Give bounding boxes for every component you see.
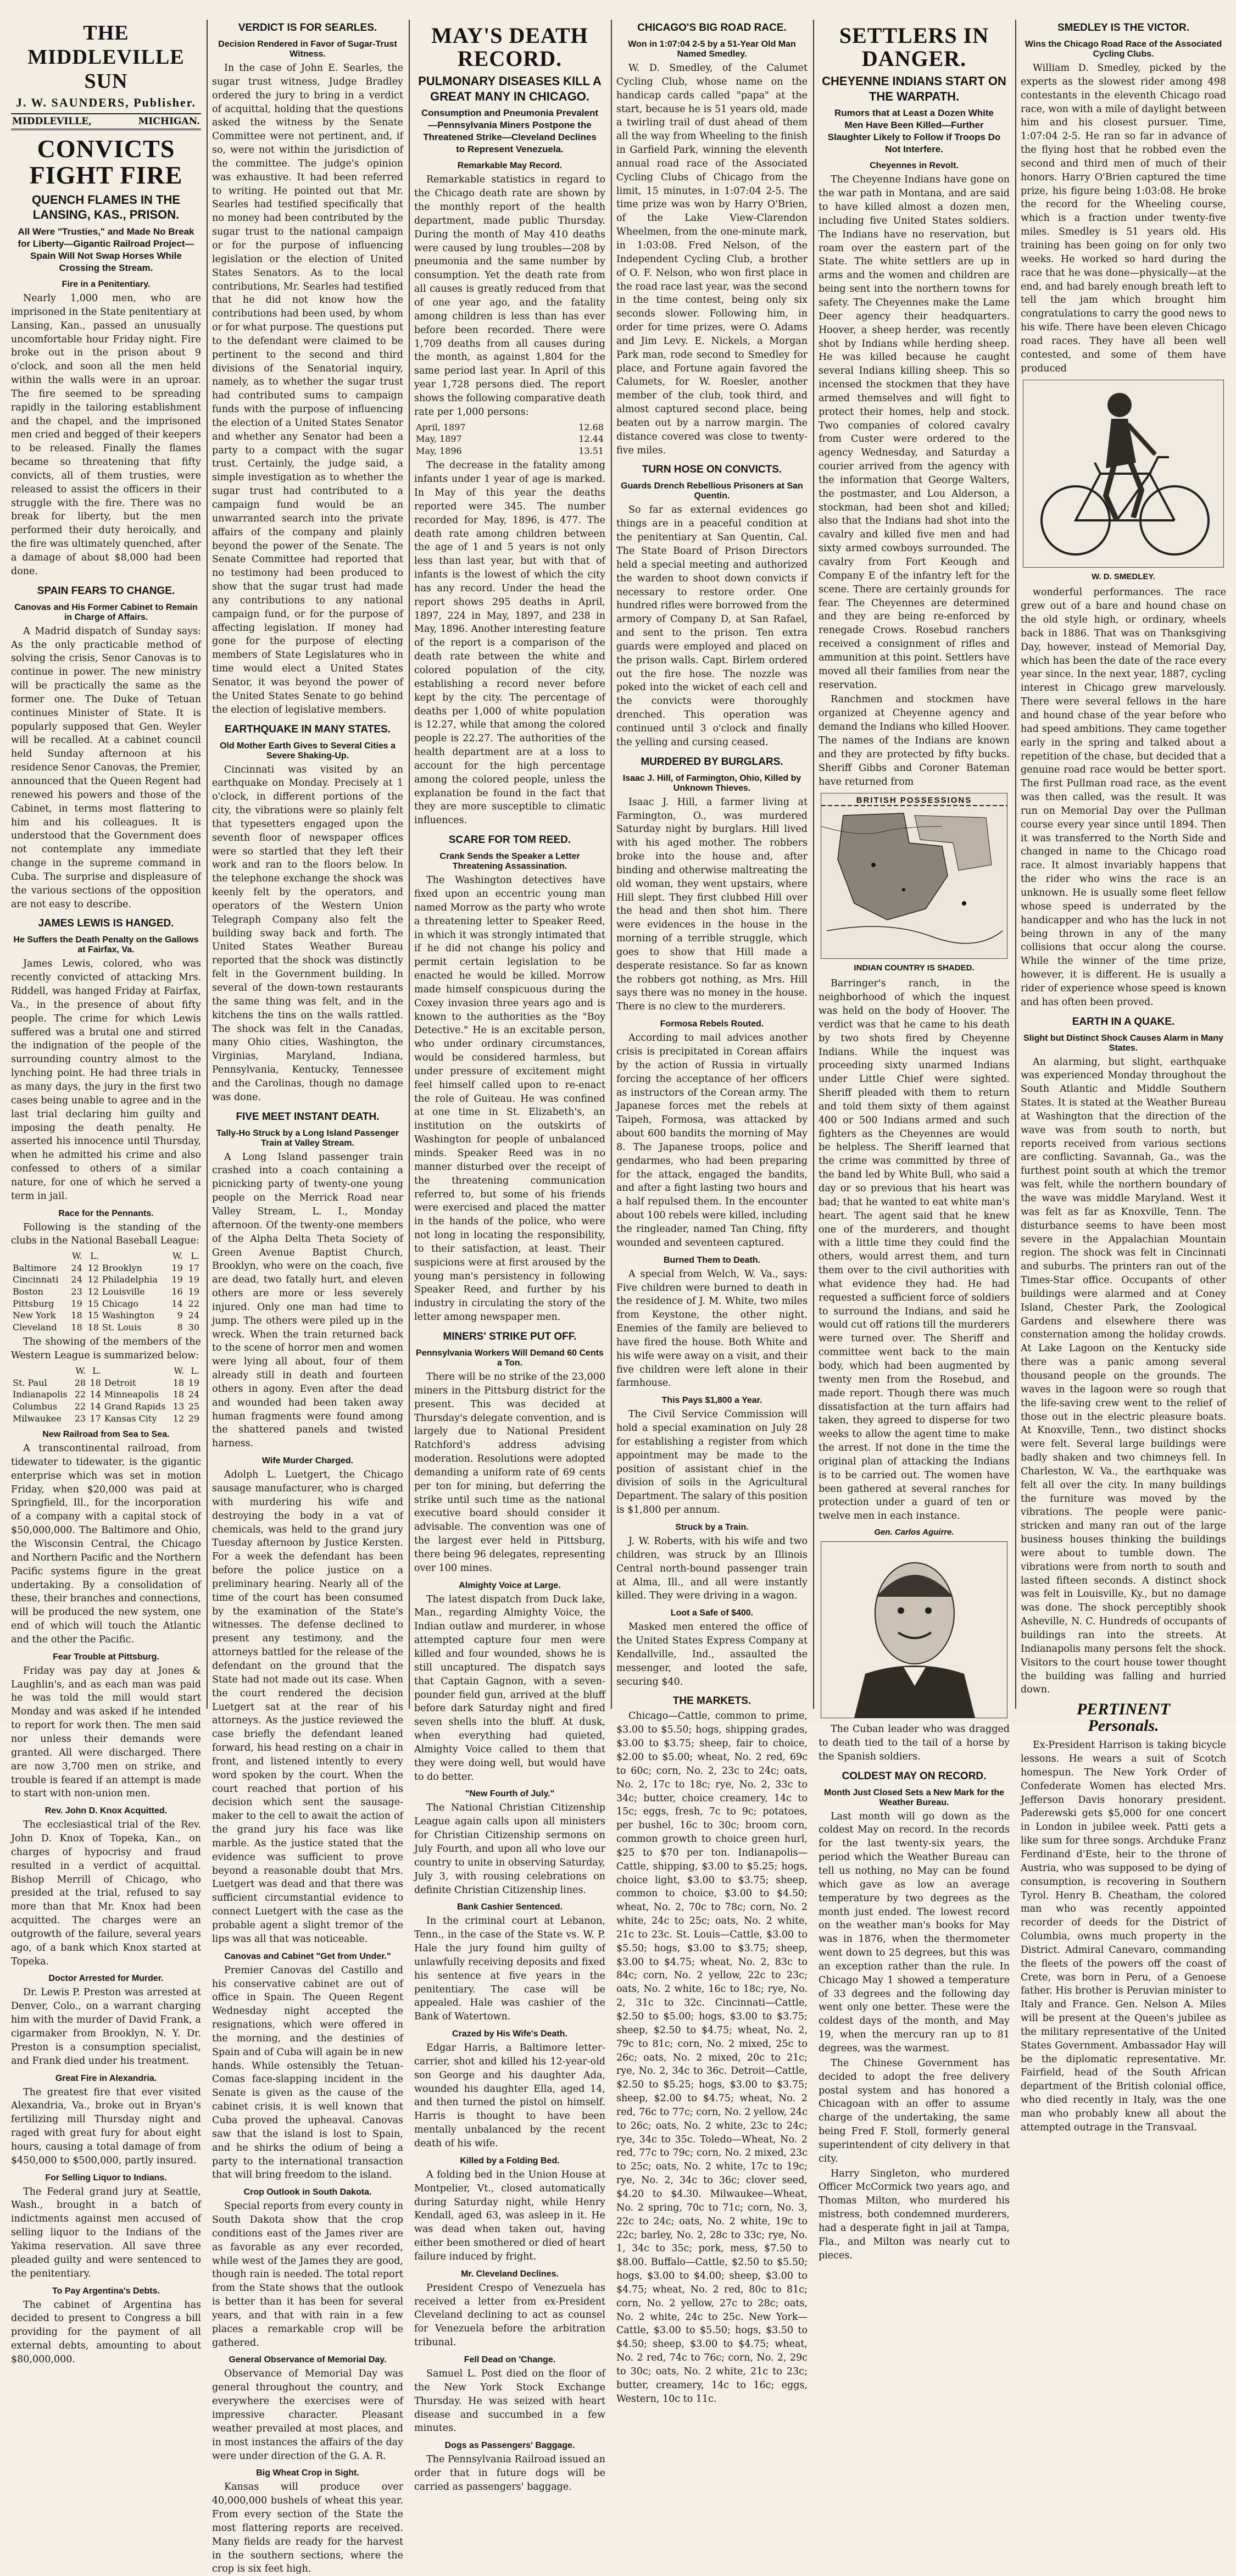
subhead-pennants: Race for the Pennants. (58, 1208, 154, 1218)
subhead-cabinet: Canovas and Cabinet "Get from Under." (224, 1951, 391, 1961)
dek-smedley: Wins the Chicago Road Race of the Associated Cycling Clubs. (1025, 40, 1222, 59)
death-rate-table (414, 421, 605, 457)
national-league-table (11, 1250, 201, 1333)
article-five-death: A Long Island passenger train crashed into a coach containing a picnicking party of twenty-one young people on the Merrick Road near Valley Stream, L. I., Monday afternoon. Of the twenty-one members of the Alpha Delta Theta Society of Green Avenue Baptist Church, Brooklyn, who were on the coach, five are dead, two fatally hurt, and eleven others are more or less severely injured. Only one man had time to jump. The others were piled up in the wreck. When the train returned back to the scene of horror men and women were lying all about, four of them already still in death and fourteen others in agony. Even after the dead and wounded had been taken away human fragments were found among the shattered panels and twisted harness. (212, 1151, 403, 1450)
article-liquor: The Federal grand jury at Seattle, Wash., brought in a batch of indictments against men accused of selling liquor to the Indians of the Yakima reservation. All save three pleaded guilty and were sentenced to the penitentiary. (11, 2186, 201, 2279)
article-burned: A special from Welch, W. Va., says: Five children were burned to death in the residence of J. M. White, two miles from Keystone, the other night. Enemies of the family are believed to have fired the house. Both White and his wife were away on a visit, and their five children were left alone in their farmhouse. (616, 1268, 808, 1389)
subhead-doctor: Doctor Arrested for Murder. (48, 1974, 164, 1984)
article-aguirre: The Cuban leader who was dragged to death tied to the tail of a horse by the Spanish soldiers. (819, 1724, 1010, 1762)
headline-earth-quake: EARTH IN A QUAKE. (1072, 1015, 1175, 1028)
table-row: May, 1897 12.44 (416, 434, 604, 445)
dek-lewis: He Suffers the Death Penalty on the Gallows at Fairfax, Va. (13, 935, 199, 955)
table-row: April, 1897 12.68 (416, 421, 604, 432)
article-smedley: William D. Smedley, picked by the experts as the slowest rider among 498 contestants in the eleventh Chicago road race, won with a mile of daylight between him and his closest pursuer. Time, 1:07:04 2-5. He ran so far in advance of the flying host that he robbed even the second and third men of much of their honors. Harry O'Brien captured the time prize, his figure being 1:03:08. He broke the record for the Wheeling course, which is a fraction under twenty-five miles. Smedley is 51 years old. His training has been going on for only two weeks. He worked so hard during the race that he was done—physically—at the end, and had barely enough breath left to tell the jam which brought him congratulations to carry the good news to his wife. There have been eleven Chicago road races. They have all been well contested, and some of them have produced (1021, 63, 1226, 374)
dek-burglars: Isaac J. Hill, of Farmington, Ohio, Killed by Unknown Thieves. (622, 773, 801, 793)
portrait-caption: Gen. Carlos Aguirre. (874, 1528, 954, 1537)
table-row: Cleveland 18 18 St. Louis 8 30 (13, 1322, 199, 1333)
column-5 (819, 20, 1010, 2261)
article-fell-dead: Samuel L. Post died on the floor of the New York Stock Exchange Thursday. He was seized with heart disease and succumbed in a few minutes. (414, 2368, 605, 2434)
subhead-wife-murder: Wife Murder Charged. (261, 1456, 354, 1466)
cyclist-graphic (1023, 380, 1223, 567)
headline-coldest-may: COLDEST MAY ON RECORD. (842, 1770, 987, 1782)
column-4 (616, 20, 808, 2405)
masthead-dateline (11, 113, 201, 130)
article-knox: The ecclesiastical trial of the Rev. John D. Knox of Topeka, Kan., on charges of hypocrisy and fraud resulted in a verdict of acquittal. Bishop Merrill of Chicago, who presided at the trial, refused to say more than that Mr. Knox had been acquitted. The charges were an outgrowth of the failure, several years ago, of a bank which Knox started at Topeka. (11, 1819, 201, 1967)
subhead-fire: Fire in a Penitentiary. (62, 279, 151, 289)
masthead-place: MIDDLEVILLE, (12, 116, 92, 127)
subhead-convicts: QUENCH FLAMES IN THE LANSING, KAS., PRISON. (31, 192, 181, 222)
table-row: Columbus 22 14 Grand Rapids 13 25 (13, 1401, 199, 1412)
subhead-train: Struck by a Train. (675, 1523, 749, 1532)
article-revolt-cont: Ranchmen and stockmen have organized at Cheyenne agency and demand the Indians who killed Hoover. The names of the Indians are known and they are protected by fifty bucks. Sheriff Gibbs and Coroner Bateman have returned from (819, 694, 1010, 787)
subhead-crazed: Crazed by His Wife's Death. (452, 2029, 567, 2039)
map-graphic (821, 793, 1007, 958)
table-row: New York 18 15 Washington 9 24 (13, 1310, 199, 1321)
article-july: The National Christian Citizenship League again calls upon all ministers for Christian Citizenship sermons on July Fourth, and upon all who love our country to unite in observing Saturday, July 3, with rousing celebrations on definite Christian Citizenship lines. (414, 1802, 605, 1896)
dek-earthquake-states: Old Mother Earth Gives to Several Cities a Severe Shaking-Up. (219, 741, 396, 760)
subhead-alexandria: Great Fire in Alexandria. (55, 2073, 157, 2083)
subhead-pays: This Pays $1,800 a Year. (661, 1396, 762, 1406)
masthead-title: THE MIDDLEVILLE SUN (27, 21, 185, 93)
headline-road-race: CHICAGO'S BIG ROAD RACE. (637, 22, 787, 34)
headline-smedley: SMEDLEY IS THE VICTOR. (1057, 22, 1189, 34)
article-safe: Masked men entered the office of the United States Express Company at Kendallville, Ind., assaulted the messenger, and looted the safe, securing $40. (616, 1622, 808, 1687)
article-argentina: The cabinet of Argentina has decided to present to Congress a bill providing for the payment of all external debts, amounting to about $80,000,000. (11, 2299, 201, 2365)
column-3 (414, 20, 605, 2492)
subhead-may-death: PULMONARY DISEASES KILL A GREAT MANY IN CHICAGO. (418, 74, 602, 103)
headline-may-death: MAY'S DEATH RECORD. (431, 23, 588, 71)
table-row: St. Paul 28 18 Detroit 18 19 (13, 1377, 199, 1388)
article-road-race: W. D. Smedley, of the Calumet Cycling Club, whose name on the handicap cards called "papa" at the start, because he is 51 years old, made a twirling trail of dust ahead of them all the way from Wheeling to the finish in Garfield Park, winning the eleventh annual road race of the Associated Cycling Clubs of Chicago from the limit, 15 minutes, in 1:07:04 2-5. The time prize was won by Harry O'Brien, of the Lake View-Clarendon Wheelmen, from the one-minute mark, in 1:03:08. Fred Nelson, of the Independent Cycling Club, a brother of O. F. Nelson, who won first place in the road race last year, was the second in the time contest, being only six seconds slower. Following him, in order for time prizes, were O. Adams and Jim Levy. E. Nickels, a Morgan Park man, rode second to Smedley for place, and Fortune again favored the Calumets, for W. Roesler, another member of the club, took third, and almost captured second place, being beaten out by a narrow margin. The distance covered was close to twenty-five miles. (616, 63, 808, 456)
table-row: Boston 23 12 Louisville 16 19 (13, 1286, 199, 1297)
dek-miners: Pennsylvania Workers Will Demand 60 Cents a Ton. (416, 1348, 604, 1368)
article-bank: In the criminal court at Lebanon, Tenn., in the case of the State vs. W. P. Hale the jury found him guilty of unlawfully receiving deposits and fixed his sentence at five years in the penitentiary. The case will be appealed. Hale was cashier of the Bank of Watertown. (414, 1916, 605, 2023)
article-dogs: The Pennsylvania Railroad issued an order that in future dogs will be carried as passengers' baggage. (414, 2454, 605, 2492)
table-row: Pittsburg 19 15 Chicago 14 22 (13, 1298, 199, 1309)
pertinent-word: PERTINENT (1076, 1700, 1170, 1719)
aguirre-portrait (821, 1541, 1007, 1718)
article-train: J. W. Roberts, with his wife and two children, was struck by an Illinois Central north-bound passenger train at Alma, Ill., and all were instantly killed. They were driving in a wagon. (616, 1536, 808, 1602)
subhead-folding-bed: Killed by a Folding Bed. (460, 2156, 560, 2166)
article-revolt-end: Barringer's ranch, in the neighborhood of which the inquest was held on the body of Hoover. The verdict was that he came to his death by two shots fired by Cheyenne Indians. While the inquest was proceeding sixty unarmed Indians under Little Chief were sighted. Sheriff pleaded with them to return and told them sixty of them against 400 or 500 Indians armed and such fighters as the Cheyennes are would be helpless. The Sheriff learned that the crime was committed by three of the band led by White Bull, who said a day or so previous that his heart was bad; that he wanted to eat white man's heart. The agent said that he knew one of the murderers, and thought with a little time they could find the others, would arrest them, and turn them over to the civil authorities with what evidence they had. He had requested a sufficient force of soldiers to surround the Indians, and said he would cut off rations till the murderers were turned over. The Sheriff and committee went back to the main body, which had been augmented by twenty men from the Rosebud, and made report. Though there was much dissatisfaction at the turn affairs had taken, they agreed to disperse for two weeks to allow the agent time to make the arrest. If not done in the time the original plan of attacking the Indians is to be carried out. The women have been gathered at several ranches for protection under a guard of ten or twelve men in each instance. (819, 978, 1010, 1522)
subhead-fell-dead: Fell Dead on 'Change. (464, 2355, 556, 2364)
table-row: Cincinnati 24 12 Philadelphia 19 19 (13, 1274, 199, 1285)
subhead-voice: Almighty Voice at Large. (459, 1580, 561, 1590)
article-earth-quake: An alarming, but slight, earthquake was experienced Monday throughout the South Atlantic and Middle Southern States. It is stated at the Weather Bureau at Washington that the direction of the wave was from south to north, but reports received from various sections are conflicting. Savannah, Ga., was the furthest point south at which the tremor was felt, while the northern boundary of the wave was middle Maryland. West it was felt as far as Knoxville, Tenn. The disturbance seems to have been most severe in the Appalachian Mountain region. The shock was felt in Cincinnati and suburbs. The printers ran out of the Times-Star office. Occupants of other buildings were alarmed and at Coney Island, Chester Park, the Zoological Gardens and elsewhere there was consternation among the holiday crowds. At Lake Lagoon on the Kentucky side there was a panic among several thousand people on the grounds. The waves in the lagoon were so rough that the life-saving crew went to the relief of those out in the electric pleasure boats. At Knoxville, Tenn., two distinct shocks were felt. Several large buildings were badly shaken and two chimneys fell. In Charleston, W. Va., the earthquake was felt all over the city. In many buildings the furniture was moved by the vibrations. The people were panic-stricken and many ran out of the large business houses thinking the buildings were about to tumble down. The vibrations were from north to south and lasted fifteen seconds. A distinct shock was felt in Louisville, Ky., but no damage was done. The shock perceptibly shook Asheville, N. C. Hundreds of occupants of buildings ran into the streets. At Indianapolis many persons felt the shock. Visitors to the court house tower thought the building was falling and hurried down. (1021, 1056, 1226, 1696)
dek-spain: Canovas and His Former Cabinet to Remain in Charge of Affairs. (14, 602, 198, 622)
subhead-revolt: Cheyennes in Revolt. (870, 161, 959, 171)
article-cabinet: Premier Canovas del Castillo and his conservative cabinet are out of office in Spain. The Queen Regent Wednesday night accepted the resignations, which were offered in the morning, and the destinies of Spain and of Cuba will again be in new hands. While ostensibly the Tetuan-Comas face-slapping incident in the Senate is given as the cause of the cabinet crisis, it is well known that Cuba proved the upheaval. Canovas saw that the island is lost to Spain, and he shirks the odium of being a party to the international transaction that will bring freedom to the island. (212, 1964, 403, 2181)
subhead-formosa: Formosa Rebels Routed. (660, 1019, 764, 1029)
subhead-argentina: To Pay Argentina's Debts. (52, 2286, 160, 2296)
article-lewis: James Lewis, colored, who was recently convicted of attacking Mrs. Riddell, was hanged Friday at Fairfax, Va., in the presence of about fifty people. The crime for which Lewis suffered was a brutal one and stirred the indignation of the people of the surrounding country almost to the lynching point. He had three trials in as many days, the jury in the first two cases being unable to agree and in the last trial declaring him guilty and imposing the death penalty. He asserted his innocence until Thursday, when he admitted his crime and also confessed to others of a similar nature, for one of which he served a term in jail. (11, 958, 201, 1202)
article-earthquake-states: Cincinnati was visited by an earthquake on Monday. Precisely at 1 o'clock, in different portions of the city, the vibrations were so plainly felt that typesetters engaged upon the seventh floor of newspaper offices were so startled that they left their work and ran to the floors below. In the telephone exchange the shock was keenly felt by the operators, and operators of the Western Union Telegraph Company also felt the building sway back and forth. The United States Weather Bureau reported that the shock was distinctly felt in the Government building. In several of the down-town restaurants the same thing was felt, and in the kitchens the tins on the walls rattled. The shock was felt in the Canadas, many Ohio cities, Washington, the Virginias, Maryland, Indiana, Pennsylvania, Kentucky, Tennessee and the Carolinas, though no damage was done. (212, 764, 403, 1103)
article-reed: The Washington detectives have fixed upon an eccentric young man named Morrow as the party who wrote a threatening letter to Speaker Reed, in which it was strongly intimated that if he did not change his policy and permit certain legislation to be enacted he would be killed. Morrow made himself conspicuous during the Coxey invasion three years ago and is known to the authorities as the "Boy Detective." He is an excitable person, who under ordinary circumstances, would be considered harmless, but under pressure of excitement might feel himself called upon to re-enact the role of Guiteau. He was confined at one time in St. Elizabeth's, an institution on the outskirts of Washington for people of unbalanced minds. Speaker Reed was in no manner disturbed over the receipt of the threatening communication referred to, but some of his friends were exercised and placed the matter in the hands of the police, who were not long in locating the responsibility, to their satisfaction, at least. Their suspicions were at first aroused by the young man's persistency in following Speaker Reed, and further by his industry in circulating the story of the letter among newspaper men. (414, 875, 605, 1323)
table-row: May, 1896 13.51 (416, 445, 604, 456)
column-rule (611, 20, 612, 1709)
column-rule (813, 20, 814, 1709)
dek-five-death: Tally-Ho Struck by a Long Island Passenger Train at Valley Stream. (216, 1128, 399, 1148)
headline-hose: TURN HOSE ON CONVICTS. (642, 464, 782, 476)
article-verdict: In the case of John E. Searles, the sugar trust witness, Judge Bradley ordered the jury to bring in a verdict of acquittal, holding that the questions asked the witness by the Senate Committee were not pertinent, and, if so, were not within the jurisdiction of the committee. The judge's opinion was exhaustive. It had been referred to writing. He pointed out that Mr. Searles had testified specifically that no money had been contributed by the sugar trust to the national campaign or for the purpose of influencing legislation or the election of United States Senators. As to the local contributions, Mr. Searles had testified that he did not know how the contributions had been used, by whom or for what purpose. The questions put to the defendant were claimed to be pertinent to the second and third divisions of the Senatorial inquiry, namely, as to whether the sugar trust had contributed sums to campaign funds with the purpose of influencing the election of a United States Senator and whether any Senator had been a party to a compact with the sugar trust. Certainly, the judge said, a simple investigation as to whether the sugar trust had contributed to a campaign fund would be an unwarranted search into the private affairs of the company and plainly beyond the power of the Senate. The Senate Committee had reported that no testimony had been produced to show that the sugar trust had made any contributions to any national campaign fund, or for the purpose of affecting legislation. If money had gone for the purpose of electing members of State Legislatures who in time would elect a United States Senator, it was beyond the power of the United States Senate to go behind the election of legislative members. (212, 63, 403, 715)
article-memorial: Observance of Memorial Day was general throughout the country, and everywhere the exercises were of impressive character. Pleasant weather prevailed at most places, and in most instances the affairs of the day were under direction of the G. A. R. (212, 2368, 403, 2462)
article-smedley-cont: wonderful performances. The race grew out of a bare and hound chase on the old style high, or ordinary, wheels back in 1886. That was on Thanksgiving Day, however, instead of Memorial Day, which has been the date of the race every year since. In the next year, 1887, cycling interest in Chicago grew marvelously. There were several fellows in the hare and hound chase of the year before who had speed ambitions. They came together early in the spring and talked about a repetition of the chase, but decided that a genuine road race would be better sport. The first Pullman road race, as the event was then called, was the result. It was run on Memorial Day over the Pullman course every year since until 1894. Then it was transferred to the North Side and changed in name to the Chicago road race. It almost invariably happens that the rider who wins the race is an unknown. He is usually some fleet fellow whose speed is underrated by the handicapper and who has the luck in not being thrown in any of the many collisions that occur along the course. While the winner of the time prize, however, it is different. He is usually a rider of experience whose speed is known and has often been proved. (1021, 587, 1226, 1008)
article-pays: The Civil Service Commission will hold a special examination on July 28 for establishing a register from which appointment may be made to the position of assistant chief in the division of soils in the Agricultural Department. The salary of this position is $1,800 per annum. (616, 1409, 808, 1516)
column-1 (11, 20, 201, 2365)
headline-reed: SCARE FOR TOM REED. (448, 834, 571, 846)
map-label: BRITISH POSSESSIONS (856, 796, 972, 806)
article-markets: Chicago—Cattle, common to prime, $3.00 to $5.50; hogs, shipping grades, $3.00 to $3.75; sheep, fair to choice, $2.00 to $5.00; wheat, No. 2 red, 69c to 60c; corn, No. 2, 23c to 24c; oats, No. 2, 17c to 18c; rye, No. 2, 33c to 34c; butter, choice creamery, 14c to 15c; eggs, fresh, 7c to 9c; potatoes, per bushel, 16c to 30c; broom corn, common growth to choice green hurl, $25 to $70 per ton. Indianapolis—Cattle, shipping, $3.00 to $5.25; hogs, choice light, $3.00 to $3.75; sheep, common to choice, $3.00 to $4.50; wheat, No. 2, 70c to 78c; corn, No. 2 white, 24c to 25c; oats, No. 2 white, 21c to 23c. St. Louis—Cattle, $3.00 to $5.50; hogs, $3.00 to $3.75; sheep, $3.00 to $4.75; wheat, No. 2, 83c to 84c; corn, No. 2 yellow, 22c to 23c; oats, No. 2 white, 16c to 18c; rye, No. 2, 31c to 32c. Cincinnati—Cattle, $2.50 to $5.00; hogs, $3.00 to $3.75; sheep, $2.50 to $4.75; wheat, No. 2, 79c to 81c; corn, No. 2 mixed, 25c to 26c; oats, No. 2 mixed, 20c to 21c; rye, No. 2, 34c to 36c. Detroit—Cattle, $2.50 to $5.25; hogs, $3.00 to $3.75; sheep, $2.00 to $4.75; wheat, No. 2 red, 76c to 77c; corn, No. 2 yellow, 24c to 26c; oats, No. 2 white, 23c to 24c; rye, 34c to 35c. Toledo—Wheat, No. 2 red, 77c to 79c; corn, No. 2 mixed, 23c to 25c; oats, No. 2 white, 17c to 19c; rye, No. 2, 34c to 36c; clover seed, $4.20 to $4.30. Milwaukee—Wheat, No. 2 spring, 70c to 71c; corn, No. 3, 22c to 24c; oats, No. 2 white, 19c to 22c; barley, No. 2, 28c to 33c; rye, No. 1, 34c to 35c; pork, mess, $7.50 to $8.00. Buffalo—Cattle, $2.50 to $5.50; hogs, $3.00 to $4.00; sheep, $3.00 to $4.75; wheat, No. 2 red, 80c to 81c; corn, No. 2 yellow, 27c to 28c; oats, No. 2 white, 24c to 25c. New York—Cattle, $3.00 to $5.50; hogs, $3.50 to $4.50; sheep, $3.00 to $4.75; wheat, No. 2 red, 74c to 76c; corn, No. 2, 29c to 30c; oats, No. 2 white, 21c to 23c; butter, creamery, 14c to 16c; eggs, Western, 10c to 11c. (616, 1711, 808, 2405)
article-alexandria: The greatest fire that ever visited Alexandria, Va., broke out in Bryan's fertilizing mill Thursday night and raged with great fury for about eight hours, causing a total damage of from $450,000 to $500,000, partly insured. (11, 2086, 201, 2166)
dek-verdict: Decision Rendered in Favor of Sugar-Trust Witness. (218, 40, 397, 59)
dek-road-race: Won in 1:07:04 2-5 by a 51-Year Old Man Named Smedley. (628, 40, 796, 59)
article-fire: Nearly 1,000 men, who are imprisoned in the State penitentiary at Lansing, Kan., passed an unusually uncomfortable hour Friday night. Fire broke out in the prison about 9 o'clock, and soon all the men held within the walls were in an uproar. The fire seemed to be spreading rapidly in the tailoring establishment and the chapel, and the imprisoned men cried and begged of their keepers to be released. Finally the flames became so threatening that fifty convicts, all of them trusties, were released to assist the officers in their struggle with the fire. There was no break for liberty, but the men performed their duty heroically, and the fire was ultimately quenched, after a damage of about $8,000 had been done. (11, 292, 201, 577)
dek-convicts: All Were "Trusties," and Made No Break for Liberty—Gigantic Railroad Project—Spain Will Not Swap Horses While Crossing the Stream. (18, 226, 194, 273)
article-personals: Ex-President Harrison is taking bicycle lessons. He wears a suit of Scotch homespun. The New York Order of Confederate Women has elected Mrs. Jefferson Davis honorary president. Paderewski gets $5,000 for one concert in London in jubilee week. Patti gets a like sum for three songs. Archduke Franz Ferdinand d'Este, heir to the throne of Austria, who was supposed to be dying of consumption, is recovering in Southern Tyrol. Henry B. Cheatham, the colored man who was recently appointed recorder of deeds for the District of Columbia, owns much property in the District. Admiral Canevaro, commanding the fleets of the powers off the coast of Crete, was born in Peru, of a Genoese father. His brother is Peruvian minister to Italy and France. Gen. Nelson A. Miles will be present at the Queen's jubilee as the military representative of the United States Government. Ambassador Hay will be the diplomatic representative. Mr. Fairfield, head of the South African department of the British colonial office, who died recently in Italy, was the one man who probably knew all about the attempted outrage in the Transvaal. (1021, 1740, 1226, 2133)
article-singleton: Harry Singleton, who murdered Officer McCormick two years ago, and Thomas Milton, who murdered his mistress, both condemned murderers, had a desperate fight in jail at Tampa, Fla., and Milton was nearly cut to pieces. (819, 2168, 1010, 2261)
headline-earthquake-states: EARTHQUAKE IN MANY STATES. (225, 723, 391, 735)
article-postal: The Chinese Government has decided to adopt the free delivery postal system and has honored a Chicagoan with an offer to assume charge of the undertaking, the same being Fred F. Stoll, formerly general superintendent of city delivery in that city. (819, 2057, 1010, 2164)
subhead-safe: Loot a Safe of $400. (670, 1608, 754, 1618)
subhead-burned: Burned Them to Death. (663, 1255, 760, 1265)
subhead-crop: Crop Outlook in South Dakota. (243, 2188, 372, 2197)
article-formosa: According to mail advices another crisis is precipitated in Corean affairs by the action of Russia in virtually forcing the acceptance of her officers as instructors of the Corean army. The Japanese forces met the rebels at Taipeh, Formosa, was attacked by about 600 bandits the morning of May 8. The Japanese troops, police and gendarmes, who had been preparing for the attack, engaged the bandits, and after a fight lasting two hours and a half repulsed them. In the encounter about 100 rebels were killed, including the ringleader, named Tan Ching, fifty wounded and seventeen captured. (616, 1032, 808, 1248)
subhead-railroad: New Railroad from Sea to Sea. (42, 1430, 170, 1440)
article-may-record: Remarkable statistics in regard to the Chicago death rate are shown by the monthly report of the health department, made public Thursday. During the month of May 410 deaths were caused by lung troubles—208 by pneumonia and the same number by consumption. Yet the death rate from all causes is greatly reduced from that of one year ago, and the fatality among children is less than has ever before been recorded. There were 1,709 deaths from all causes during the month, as against 1,804 for the same period last year. In April of this year 1,728 persons died. The report shows the following comparative death rate per 1,000 persons: (414, 174, 605, 418)
article-revolt: The Cheyenne Indians have gone on the war path in Montana, and are said to have killed almost a dozen men, including five United States soldiers. The Indians have no reservation, but roam over the eastern part of the State. The white settlers are up in arms and the women and children are being sent into the northern towns for safety. The Cheyennes make the Lame Deer agency their headquarters. Hoover, a sheep herder, was recently shot by Indians while herding sheep. He was killed because he caught several Indians killing sheep. This so incensed the stockmen that they have armed themselves and will fight to protect their homes, help and stock. Two companies of colored cavalry from Custer were ordered to the agency Wednesday, and Saturday a courier arrived from the agency with the information that George Walters, the postmaster, and Lou Alderson, a stockman, had been shot and killed; also that the Indians had shot into the cavalry and killed five men and had sixty armed cowboys surrounded. The cavalry from Fort Keough and Company E of the infantry left for the scene. There are certainly grounds for fear. The Cheyennes are determined and they are being re-enforced by renegade Crows. Rosebud ranchers received a consignment of rifles and ammunition at this point. Settlers have moved all their families from near the reservation. (819, 174, 1010, 691)
subhead-knox: Rev. John D. Knox Acquitted. (44, 1806, 168, 1816)
article-wheat: Kansas will produce over 40,000,000 bushels of wheat this year. From every section of the State the most flattering reports are received. Many fields are ready for the harvest in the southern sections, where the crop is six feet high. (212, 2481, 403, 2575)
article-cleveland: President Crespo of Venezuela has received a letter from ex-President Cleveland declining to act as counsel for Venezuela before the arbitration tribunal. (414, 2282, 605, 2349)
dek-earth-quake: Slight but Distinct Shock Causes Alarm in Many States. (1023, 1033, 1223, 1053)
subhead-liquor: For Selling Liquor to Indians. (45, 2173, 167, 2183)
column-2 (212, 20, 403, 2575)
article-railroad: A transcontinental railroad, from tidewater to tidewater, is the gigantic enterprise which was set in motion Friday, when $20,000 was paid at Springfield, Ill., for the incorporation of a company with a capital stock of $50,000,000. The Baltimore and Ohio, the Wisconsin Central, the Chicago and Northern Pacific and the Northern Pacific systems figure in the great undertaking. By a consolidation of these, their branches and connections, will be produced the new system, one end of which will touch the Atlantic and the other the Pacific. (11, 1443, 201, 1645)
personals-word: Personals. (1088, 1717, 1159, 1735)
table-row: Indianapolis 22 14 Minneapolis 18 24 (13, 1389, 199, 1400)
subhead-bank: Bank Cashier Sentenced. (456, 1902, 563, 1912)
western-league-table (11, 1365, 201, 1424)
dek-reed: Crank Sends the Speaker a Letter Threatening Assassination. (439, 852, 580, 871)
subhead-wheat: Big Wheat Crop in Sight. (256, 2468, 359, 2478)
headline-lewis: JAMES LEWIS IS HANGED. (38, 918, 174, 930)
article-may-record-cont: The decrease in the fatality among infants under 1 year of age is marked. In May of this year the deaths reported were 345. The number recorded for May, 1896, is 477. The death rate among children between the age of 1 and 5 years is not only less than last year, but with that of infants is the lowest of which the city has any record. Under the head the report shows 295 deaths in April, 1897, 224 in May, 1897, and 238 in May, 1896. Another interesting feature of the report is a comparison of the death rate between the white and colored population of the city, establishing a record never before kept by the city. The percentage of deaths per 1,000 of white population is 12.27, while that among the colored people is 22.27. The authorities of the health department are at a loss to account for the high percentage among the colored people, unless the explanation be found in the fact that they are more susceptible to climatic influences. (414, 460, 605, 826)
subhead-dogs: Dogs as Passengers' Baggage. (444, 2441, 575, 2451)
headline-markets: THE MARKETS. (672, 1695, 751, 1707)
headline-verdict: VERDICT IS FOR SEARLES. (238, 22, 377, 34)
table-header: W. L. W. L. (72, 1251, 199, 1262)
masthead-state: MICHIGAN. (138, 116, 200, 127)
article-voice: The latest dispatch from Duck lake, Man., regarding Almighty Voice, the Indian outlaw and murderer, in whose attempted capture four men were killed and four wounded, shows he is still uncaptured. The dispatch says that Captain Gagnon, with a seven-pounder field gun, arrived at the bluff before dark Saturday night and fired seven shells into the bluff. At dusk, when everything had quieted, Almighty Voice called to them that they were doing well, but would have to do better. (414, 1594, 605, 1783)
portrait-graphic (821, 1542, 1007, 1718)
headline-settlers: SETTLERS IN DANGER. (839, 23, 989, 71)
column-rule (207, 20, 208, 1709)
table-header: W. L. W. L. (75, 1365, 199, 1376)
article-spain: A Madrid dispatch of Sunday says: As the only practicable method of solving the crisis, Senor Canovas is to continue in power. The new ministry will be practically the same as the former one. The Duke of Tetuan continues Minister of State. It is popularly supposed that Gen. Weyler will be recalled. At a cabinet council held Sunday afternoon at his residence Senor Canovas, the Premier, announced that the Queen Regent had renewed his powers and those of the Cabinet, in terms most flattering to him and his colleagues. It is understood that the Government does not contemplate any immediate change in the supreme command in Cuba. The surprise and displeasure of the various sections of the opposition are not easy to describe. (11, 625, 201, 910)
masthead-publisher: J. W. SAUNDERS, Publisher. (15, 96, 197, 109)
article-crop: Special reports from every county in South Dakota show that the crop conditions east of the James river are as favorable as any ever recorded, while west of the James they are good, though rain is needed. The total report from the State shows that the outlook is better than it has been for several years, and that with rain in a few places a remarkable crop will be gathered. (212, 2201, 403, 2349)
article-crazed: Edgar Harris, a Baltimore letter-carrier, shot and killed his 12-year-old son George and his daughter Ada, wounded his daughter Ella, aged 14, and then turned the pistol on himself. Harris is thought to have been mentally unbalanced by the recent death of his wife. (414, 2042, 605, 2149)
subhead-cleveland: Mr. Cleveland Declines. (461, 2269, 559, 2279)
headline-convicts: CONVICTS FIGHT FIRE (29, 135, 183, 190)
headline-burglars: MURDERED BY BURGLARS. (641, 756, 783, 768)
dek-may-death: Consumption and Pneumonia Prevalent—Pennsylvania Miners Postpone the Threatened Strike—Cleveland Declines to Represent Venezuela. (421, 108, 599, 155)
subhead-settlers: CHEYENNE INDIANS START ON THE WARPATH. (822, 74, 1006, 103)
article-coldest-may: Last month will go down as the coldest May on record. In the records for the last twenty-six years, the period which the Weather Bureau can tell us nothing, no May can be found which gave as low an average temperature by two degrees as the month just ended. The lowest record on the weather man's books for May was in 1876, when the thermometer went down to 25 degrees, but this was an exception rather than the rule. In Chicago May 1 showed a temperature of 33 degrees and the following day went only one better. These were the coldest days of the month, and May 19, when the mercury ran up to 81 degrees, was the warmest. (819, 1811, 1010, 2054)
table-row: Baltimore 24 12 Brooklyn 19 17 (13, 1262, 199, 1273)
article-folding-bed: A folding bed in the Union House at Montpelier, Vt., closed automatically during Saturday night, while Henry Kendall, aged 63, was asleep in it. He was dead when taken out, having either been smothered or died of heart failure induced by fright. (414, 2169, 605, 2262)
table-row: Milwaukee 23 17 Kansas City 12 29 (13, 1413, 199, 1424)
article-pittsburg: Friday was pay day at Jones & Laughlin's, and as each man was paid he was told the mill would start Monday and was asked if he intended to report for work then. The men said nor unless their demands were granted. All were discharged. There are now 3,700 men on strike, and trouble is feared if an attempt is made to start with non-union men. (11, 1665, 201, 1800)
subhead-may-record: Remarkable May Record. (457, 161, 563, 171)
subhead-memorial: General Observance of Memorial Day. (229, 2355, 387, 2365)
article-doctor: Dr. Lewis P. Preston was arrested at Denver, Colo., on a warrant charging him with the murder of David Frank, a cigarmaker from Brooklyn, N. Y. Dr. Preston is a consumption specialist, and Frank died under his treatment. (11, 1987, 201, 2067)
cyclist-caption: W. D. SMEDLEY. (1092, 572, 1155, 582)
dek-coldest-may: Month Just Closed Sets a New Mark for the Weather Bureau. (823, 1787, 1005, 1807)
article-wife-murder: Adolph L. Luetgert, the Chicago sausage manufacturer, who is charged with murdering his wife and destroying the body in a vat of chemicals, was held to the grand jury Tuesday afternoon by Justice Kersten. For a week the defendant has been before the police justice on a preliminary hearing. Nearly all of the time of the court has been consumed by the examination of the State's witnesses. The defense declined to present any testimony, and the attorneys battled for the release of the defendant on the ground that the State had not made out its case. When the court rendered the decision Luetgert sat at the rear of his attorneys. As the justice reviewed the case briefly the defendant leaned forward, his head resting on a chair in front, and listened intently to every word spoken by the court. When the court reached that portion of his decision which sent the sausage-maker to the cell to await the action of the grand jury his face was like marble. As the justice stated that the evidence was sufficient to prove beyond a reasonable doubt that Mrs. Luetgert was dead and that there was sufficient circumstantial evidence to connect Luetgert with the case as the probable agent a slight tremor of the lips was all that was noticeable. (212, 1469, 403, 1945)
article-miners: There will be no strike of the 23,000 miners in the Pittsburg district for the present. This was decided at Thursday's delegate convention, and is largely due to National President Ratchford's address advising moderation. Resolutions were adopted demanding a uniform rate of 69 cents per ton for mining, but deferring the strike until such time as the national executive board should consider it advisable. The convention was one of the largest ever held in Pittsburg, there being 96 delegates, representing over 100 mines. (414, 1371, 605, 1574)
column-rule (409, 20, 410, 1709)
headline-spain: SPAIN FEARS TO CHANGE. (37, 585, 175, 597)
headline-five-death: FIVE MEET INSTANT DEATH. (236, 1111, 380, 1123)
pertinent-personals-heading (1021, 1701, 1226, 1734)
subhead-july: "New Fourth of July." (465, 1789, 555, 1799)
article-burglars: Isaac J. Hill, a farmer living at Farmington, O., was murdered Saturday night by burglars. Hill lived with his aged mother. The robbers broke into the house and, after binding and otherwise maltreating the old woman, they went upstairs, where Hill slept. They first clubbed Hill over the head and then shot him. There were evidences in the house in the morning of a terrible struggle, which goes to show that Hill made a desperate resistance. So far as known the robbers got nothing, as Mrs. Hill says there was no money in the house. There is no clew to the murderers. (616, 796, 808, 1013)
dek-settlers: Rumors that at Least a Dozen White Men Have Been Killed—Further Slaughter Likely to Follow if Troops Do Not Interfere. (827, 108, 1001, 155)
headline-miners: MINERS' STRIKE PUT OFF. (443, 1330, 577, 1342)
indian-country-map (821, 793, 1007, 959)
column-rule (1015, 20, 1016, 1709)
dek-hose: Guards Drench Rebellious Prisoners at San Quentin. (621, 481, 803, 501)
western-league-intro: The showing of the members of the Western League is summarized below: (11, 1336, 201, 1362)
pennants-intro: Following is the standing of the clubs in the National Baseball League: (11, 1222, 201, 1247)
column-6 (1021, 20, 1226, 2133)
cyclist-illustration (1023, 380, 1224, 568)
subhead-pittsburg: Fear Trouble at Pittsburg. (53, 1652, 159, 1662)
article-hose: So far as external evidences go things are in a peaceful condition at the penitentiary at San Quentin, Cal. The State Board of Prison Directors held a special meeting and authorized the warden to shoot down convicts if necessary to restore order. One hundred rifles were borrowed from the armory of Company D, at San Rafael, and sent to the prison. Ten extra guards were employed and placed on the prison walls. Capt. Birlem ordered out the fire hose. The nozzle was poked into the wicket of each cell and the convicts were thoroughly drenched. This operation was continued until 3 o'clock and finally the yelling and cursing ceased. (616, 504, 808, 748)
map-caption: INDIAN COUNTRY IS SHADED. (854, 963, 975, 973)
